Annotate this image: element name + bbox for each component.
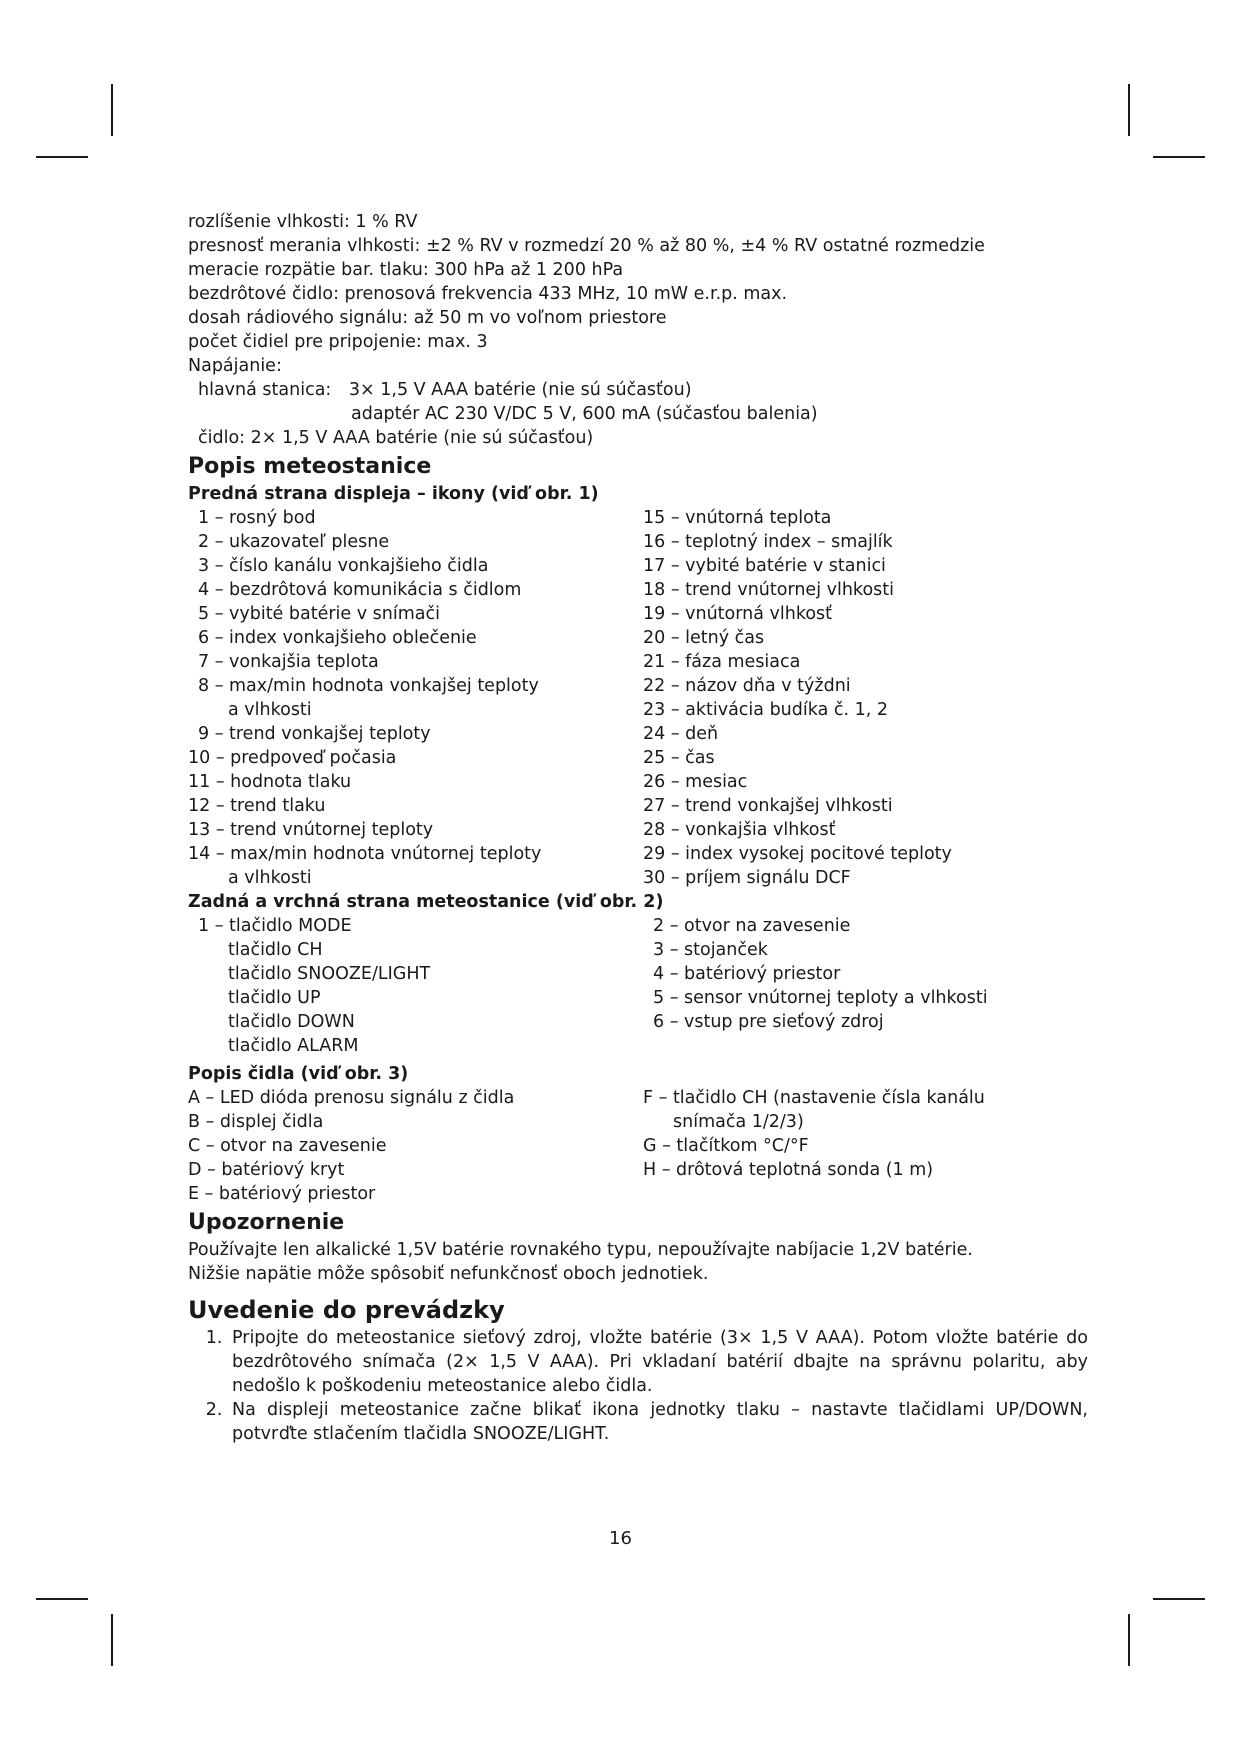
list-item: 17 – vybité batérie v stanici	[643, 556, 886, 576]
power-block	[188, 378, 1088, 450]
list-item: 4 – bezdrôtová komunikácia s čidlom	[198, 580, 522, 600]
list-item: 5 – sensor vnútornej teploty a vlhkosti	[653, 988, 988, 1008]
list-item-continuation: snímača 1/2/3)	[673, 1112, 804, 1132]
list-item: 11 – hodnota tlaku	[188, 772, 352, 792]
list-item: 1 – tlačidlo MODE	[198, 916, 352, 936]
power-main-value-1: 3× 1,5 V AAA batérie (nie sú súčasťou)	[348, 380, 692, 400]
startup-step: 1. Pripojte do meteostanice sieťový zdroj, vložte batérie (3× 1,5 V AAA). Potom vložte batérie do bezdrôtového snímača (2× 1,5 V AAA). Pri vkladaní batérií dbajte na správnu polaritu, aby nedošlo k poškodeniu meteostanice alebo čidla.	[228, 1326, 1088, 1398]
sensor-parts-left	[188, 1086, 643, 1206]
startup-steps	[188, 1326, 1088, 1446]
power-sensor: čidlo: 2× 1,5 V AAA batérie (nie sú súčasťou)	[198, 428, 594, 448]
list-item: 2 – otvor na zavesenie	[653, 916, 851, 936]
crop-mark-top-left-horizontal	[36, 156, 88, 158]
spec-line: počet čidiel pre pripojenie: max. 3	[188, 332, 488, 352]
list-item-continuation: a vlhkosti	[228, 700, 312, 720]
section-heading-popis: Popis meteostanice	[188, 454, 432, 479]
power-main-value-2: adaptér AC 230 V/DC 5 V, 600 mA (súčasťou balenia)	[351, 404, 818, 424]
list-item: G – tlačítkom °C/°F	[643, 1136, 809, 1156]
list-item: 9 – trend vonkajšej teploty	[198, 724, 431, 744]
list-item: 12 – trend tlaku	[188, 796, 326, 816]
front-icons-right	[643, 506, 1088, 890]
list-item: 26 – mesiac	[643, 772, 748, 792]
list-item: 30 – príjem signálu DCF	[643, 868, 851, 888]
list-item-continuation: a vlhkosti	[228, 868, 312, 888]
list-item-sub: tlačidlo DOWN	[228, 1012, 355, 1032]
list-item-sub: tlačidlo UP	[228, 988, 321, 1008]
list-item: E – batériový priestor	[188, 1184, 376, 1204]
list-item: 3 – číslo kanálu vonkajšieho čidla	[198, 556, 489, 576]
subheading-front: Predná strana displeja – ikony (viď obr. 1)	[188, 484, 599, 504]
subheading-sensor: Popis čidla (viď obr. 3)	[188, 1064, 409, 1084]
list-item: 5 – vybité batérie v snímači	[198, 604, 440, 624]
spec-line: bezdrôtové čidlo: prenosová frekvencia 433 MHz, 10 mW e.r.p. max.	[188, 284, 788, 304]
warning-text-2: Nižšie napätie môže spôsobiť nefunkčnosť oboch jednotiek.	[188, 1264, 709, 1284]
spec-line: Napájanie:	[188, 356, 282, 376]
list-item: 15 – vnútorná teplota	[643, 508, 832, 528]
spec-line: rozlíšenie vlhkosti: 1 % RV	[188, 212, 418, 232]
page-number: 16	[609, 1528, 632, 1549]
crop-mark-top-right-horizontal	[1153, 156, 1205, 158]
crop-mark-bottom-right-vertical	[1128, 1614, 1130, 1666]
list-item-sub: tlačidlo CH	[228, 940, 323, 960]
power-main-label: hlavná stanica:	[198, 380, 332, 400]
list-item: 24 – deň	[643, 724, 719, 744]
spec-line: meracie rozpätie bar. tlaku: 300 hPa až 1 200 hPa	[188, 260, 624, 280]
list-item: B – displej čidla	[188, 1112, 324, 1132]
list-item: 2 – ukazovateľ plesne	[198, 532, 390, 552]
subheading-back: Zadná a vrchná strana meteostanice (viď obr. 2)	[188, 892, 664, 912]
spec-line: presnosť merania vlhkosti: ±2 % RV v rozmedzí 20 % až 80 %, ±4 % RV ostatné rozmedzie	[188, 236, 985, 256]
list-item: 18 – trend vnútornej vlhkosti	[643, 580, 894, 600]
back-parts-list	[188, 914, 1088, 1058]
crop-mark-top-left-vertical	[111, 84, 113, 136]
list-item: 25 – čas	[643, 748, 715, 768]
list-item: 6 – index vonkajšieho oblečenie	[198, 628, 477, 648]
list-item: 10 – predpoveď počasia	[188, 748, 397, 768]
front-icons-left	[188, 506, 643, 890]
list-item: 29 – index vysokej pocitové teploty	[643, 844, 952, 864]
section-heading-warning: Upozornenie	[188, 1210, 345, 1235]
crop-mark-bottom-left-vertical	[111, 1614, 113, 1666]
list-item: 6 – vstup pre sieťový zdroj	[653, 1012, 884, 1032]
section-heading-startup: Uvedenie do prevádzky	[188, 1296, 505, 1324]
list-item: 16 – teplotný index – smajlík	[643, 532, 893, 552]
power-main-row	[188, 378, 1088, 402]
list-item: 8 – max/min hodnota vonkajšej teploty	[198, 676, 539, 696]
list-item-sub: tlačidlo ALARM	[228, 1036, 359, 1056]
list-item: A – LED dióda prenosu signálu z čidla	[188, 1088, 515, 1108]
list-item: 4 – batériový priestor	[653, 964, 841, 984]
list-item: 21 – fáza mesiaca	[643, 652, 801, 672]
list-item: 14 – max/min hodnota vnútornej teploty	[188, 844, 542, 864]
list-item: 1 – rosný bod	[198, 508, 316, 528]
list-item: 19 – vnútorná vlhkosť	[643, 604, 833, 624]
front-icons-list	[188, 506, 1088, 890]
sensor-parts-list	[188, 1086, 1088, 1206]
list-item: 28 – vonkajšia vlhkosť	[643, 820, 836, 840]
sensor-parts-right	[643, 1086, 1088, 1206]
list-item: 23 – aktivácia budíka č. 1, 2	[643, 700, 888, 720]
list-item: 22 – názov dňa v týždni	[643, 676, 851, 696]
startup-step: 2. Na displeji meteostanice začne blikať ikona jednotky tlaku – nastavte tlačidlami UP/DOWN, potvrďte stlačením tlačidla SNOOZE/LIGHT.	[228, 1398, 1088, 1446]
list-item: 3 – stojanček	[653, 940, 768, 960]
list-item: C – otvor na zavesenie	[188, 1136, 387, 1156]
crop-mark-bottom-right-horizontal	[1153, 1598, 1205, 1600]
list-item-sub: tlačidlo SNOOZE/LIGHT	[228, 964, 431, 984]
back-parts-left	[188, 914, 643, 1058]
warning-text-1: Používajte len alkalické 1,5V batérie rovnakého typu, nepoužívajte nabíjacie 1,2V batérie.	[188, 1240, 973, 1260]
spec-line: dosah rádiového signálu: až 50 m vo voľnom priestore	[188, 308, 667, 328]
list-item: F – tlačidlo CH (nastavenie čísla kanálu	[643, 1088, 985, 1108]
spec-list	[188, 210, 1088, 378]
list-item: 27 – trend vonkajšej vlhkosti	[643, 796, 893, 816]
back-parts-right	[643, 914, 1088, 1058]
list-item: 13 – trend vnútornej teploty	[188, 820, 434, 840]
list-item: 20 – letný čas	[643, 628, 765, 648]
crop-mark-top-right-vertical	[1128, 84, 1130, 136]
crop-mark-bottom-left-horizontal	[36, 1598, 88, 1600]
list-item: D – batériový kryt	[188, 1160, 345, 1180]
list-item: H – drôtová teplotná sonda (1 m)	[643, 1160, 934, 1180]
page-content	[188, 210, 1088, 1446]
list-item: 7 – vonkajšia teplota	[198, 652, 379, 672]
